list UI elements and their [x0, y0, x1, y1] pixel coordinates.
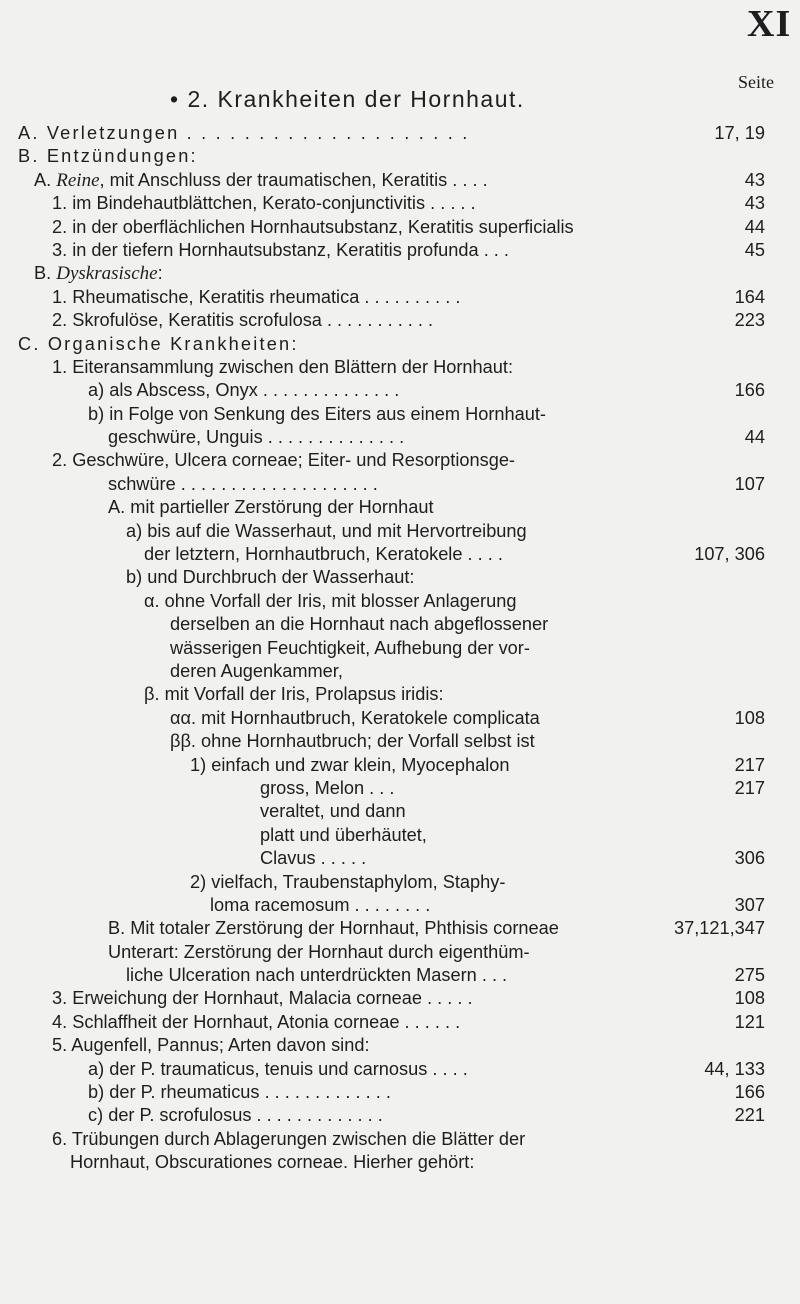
toc-entry-text: 1. im Bindehautblättchen, Kerato-conjunctivitis . . . . . [52, 193, 476, 214]
toc-entry-page: 217 [734, 777, 765, 798]
toc-entry-page: 223 [734, 310, 765, 331]
toc-entry-page: 307 [734, 894, 765, 915]
toc-entry-page: 164 [734, 286, 765, 307]
toc-entry [0, 941, 800, 964]
toc-entry [0, 403, 800, 426]
toc-entry [0, 917, 800, 940]
toc-entry [0, 1011, 800, 1034]
toc-entry-page: 45 [744, 239, 765, 260]
toc-entry-page: 44 [744, 216, 765, 237]
toc-entry [0, 122, 800, 145]
toc-entry-text: 4. Schlaffheit der Hornhaut, Atonia corneae . . . . . . [52, 1011, 461, 1032]
toc-entry [0, 543, 800, 566]
toc-entry-text: αα. mit Hornhautbruch, Keratokele complicata [170, 707, 540, 728]
toc-entry [0, 449, 800, 472]
section-title: • 2. Krankheiten der Hornhaut. [170, 86, 525, 112]
toc-entry-text: β. mit Vorfall der Iris, Prolapsus iridis: [144, 684, 444, 705]
toc-entry-text: Unterart: Zerstörung der Hornhaut durch eigenthüm- [108, 941, 530, 962]
page-number: XI [747, 3, 792, 45]
toc-entry [0, 613, 800, 636]
toc-entry-page: 17, 19 [714, 123, 765, 143]
toc-entry [0, 192, 800, 215]
toc-entry [0, 309, 800, 332]
toc-entry-text: α. ohne Vorfall der Iris, mit blosser Anlagerung [144, 590, 517, 611]
toc-entry [0, 473, 800, 496]
toc-entry [0, 379, 800, 402]
toc-entry-page: 275 [734, 965, 765, 986]
toc-entry [0, 1081, 800, 1104]
toc-entry [0, 286, 800, 309]
toc-entry-page: 37,121,347 [673, 918, 765, 939]
toc-entry [0, 590, 800, 613]
toc-entry [0, 637, 800, 660]
toc-entry [0, 520, 800, 543]
toc-entry-text: 1) einfach und zwar klein, Myocephalon [190, 754, 510, 775]
toc-entry-text: B. Mit totaler Zerstörung der Hornhaut, Phthisis corneae [108, 918, 559, 939]
toc-entry-text: 3. Erweichung der Hornhaut, Malacia corneae . . . . . [52, 988, 473, 1009]
toc-entry-text: Hornhaut, Obscurationes corneae. Hierher gehört: [70, 1152, 475, 1173]
toc-entry [0, 824, 800, 847]
toc-entry [0, 683, 800, 706]
toc-entry-text: platt und überhäutet, [260, 824, 427, 845]
toc-entry [0, 871, 800, 894]
toc-entry-text: a) bis auf die Wasserhaut, und mit Hervortreibung [126, 520, 527, 541]
toc-entry [0, 169, 800, 192]
toc-entry-text: B. Entzündungen: [18, 146, 198, 167]
toc-entry-page: 43 [744, 193, 765, 214]
toc-entry-page: 107 [734, 473, 765, 494]
toc-entry-text: der letztern, Hornhautbruch, Keratokele . . . . [144, 544, 503, 565]
table-of-contents [0, 122, 800, 1175]
toc-entry-text: b) der P. rheumaticus . . . . . . . . . . . . . [88, 1082, 391, 1103]
toc-entry-text: ββ. ohne Hornhautbruch; der Vorfall selbst ist [170, 731, 535, 752]
toc-entry-text: 2) vielfach, Traubenstaphylom, Staphy- [190, 871, 506, 892]
toc-entry [0, 894, 800, 917]
toc-entry [0, 1034, 800, 1057]
toc-entry [0, 847, 800, 870]
toc-entry [0, 496, 800, 519]
toc-entry-text: 1. Eiteransammlung zwischen den Blättern der Hornhaut: [52, 356, 513, 377]
toc-entry-text: loma racemosum . . . . . . . . [210, 894, 431, 915]
toc-entry [0, 660, 800, 683]
toc-entry [0, 987, 800, 1010]
toc-entry-page: 108 [734, 988, 765, 1009]
toc-entry-text: 2. Geschwüre, Ulcera corneae; Eiter- und Resorptionsge- [52, 450, 515, 471]
toc-entry-text: 2. Skrofulöse, Keratitis scrofulosa . . . . . . . . . . . [52, 310, 434, 331]
toc-entry-text: 6. Trübungen durch Ablagerungen zwischen die Blätter der [52, 1128, 526, 1149]
toc-entry [0, 216, 800, 239]
toc-entry-text: schwüre . . . . . . . . . . . . . . . . . . . . [108, 473, 378, 494]
toc-entry-page: 44, 133 [704, 1058, 765, 1079]
toc-entry-text: a) als Abscess, Onyx . . . . . . . . . . . . . . [88, 380, 400, 401]
toc-entry-text: liche Ulceration nach unterdrückten Masern . . . [126, 965, 508, 986]
toc-entry-text: b) und Durchbruch der Wasserhaut: [126, 567, 415, 588]
toc-entry-text: A. mit partieller Zerstörung der Hornhaut [108, 497, 434, 518]
toc-entry-page: 107, 306 [694, 544, 765, 565]
toc-entry-text: 2. in der oberflächlichen Hornhautsubstanz, Keratitis superficialis [52, 216, 574, 237]
toc-entry-text: Clavus . . . . . [260, 848, 367, 869]
toc-entry-page: 166 [734, 1082, 765, 1103]
toc-entry [0, 356, 800, 379]
toc-entry-page: 43 [744, 169, 765, 190]
toc-entry [0, 262, 800, 285]
toc-entry-page: 108 [734, 707, 765, 728]
toc-entry-page: 166 [734, 380, 765, 401]
toc-entry-text: A. Reine, mit Anschluss der traumatischen, Keratitis . . . . [34, 169, 488, 191]
toc-entry-text: gross, Melon . . . [260, 777, 395, 798]
toc-entry [0, 333, 800, 356]
toc-entry [0, 754, 800, 777]
toc-entry-text: 1. Rheumatische, Keratitis rheumatica . . . . . . . . . . [52, 286, 461, 307]
toc-entry [0, 964, 800, 987]
toc-entry-text: 3. in der tiefern Hornhautsubstanz, Keratitis profunda . . . [52, 239, 509, 260]
toc-entry-page: 217 [734, 754, 765, 775]
page-column-label: Seite [738, 72, 774, 92]
toc-entry-text: a) der P. traumaticus, tenuis und carnosus . . . . [88, 1058, 468, 1079]
toc-entry [0, 426, 800, 449]
toc-entry [0, 777, 800, 800]
toc-entry [0, 566, 800, 589]
toc-entry [0, 1058, 800, 1081]
toc-entry [0, 1128, 800, 1151]
toc-entry [0, 800, 800, 823]
toc-entry-text: C. Organische Krankheiten: [18, 333, 299, 354]
toc-entry-text: b) in Folge von Senkung des Eiters aus einem Hornhaut- [88, 403, 546, 424]
toc-entry-page: 44 [744, 427, 765, 448]
toc-entry-page: 121 [734, 1011, 765, 1032]
toc-entry-text: derselben an die Hornhaut nach abgeflossener [170, 614, 549, 635]
toc-entry-text: c) der P. scrofulosus . . . . . . . . . . . . . [88, 1105, 383, 1126]
toc-entry [0, 730, 800, 753]
toc-entry [0, 1104, 800, 1127]
toc-entry [0, 145, 800, 168]
toc-entry [0, 1151, 800, 1174]
toc-entry-page: 221 [734, 1105, 765, 1126]
toc-entry-text: veraltet, und dann [260, 801, 406, 822]
toc-entry-text: wässerigen Feuchtigkeit, Aufhebung der vor- [170, 637, 530, 658]
toc-entry [0, 707, 800, 730]
toc-entry-page: 306 [734, 848, 765, 869]
toc-entry-text: deren Augenkammer, [170, 660, 343, 681]
toc-entry [0, 239, 800, 262]
toc-entry-text: A. Verletzungen . . . . . . . . . . . . . . . . . . . . [18, 123, 470, 143]
toc-entry-text: geschwüre, Unguis . . . . . . . . . . . . . . [108, 427, 405, 448]
toc-entry-text: B. Dyskrasische: [34, 263, 163, 285]
toc-entry-text: 5. Augenfell, Pannus; Arten davon sind: [52, 1035, 370, 1056]
